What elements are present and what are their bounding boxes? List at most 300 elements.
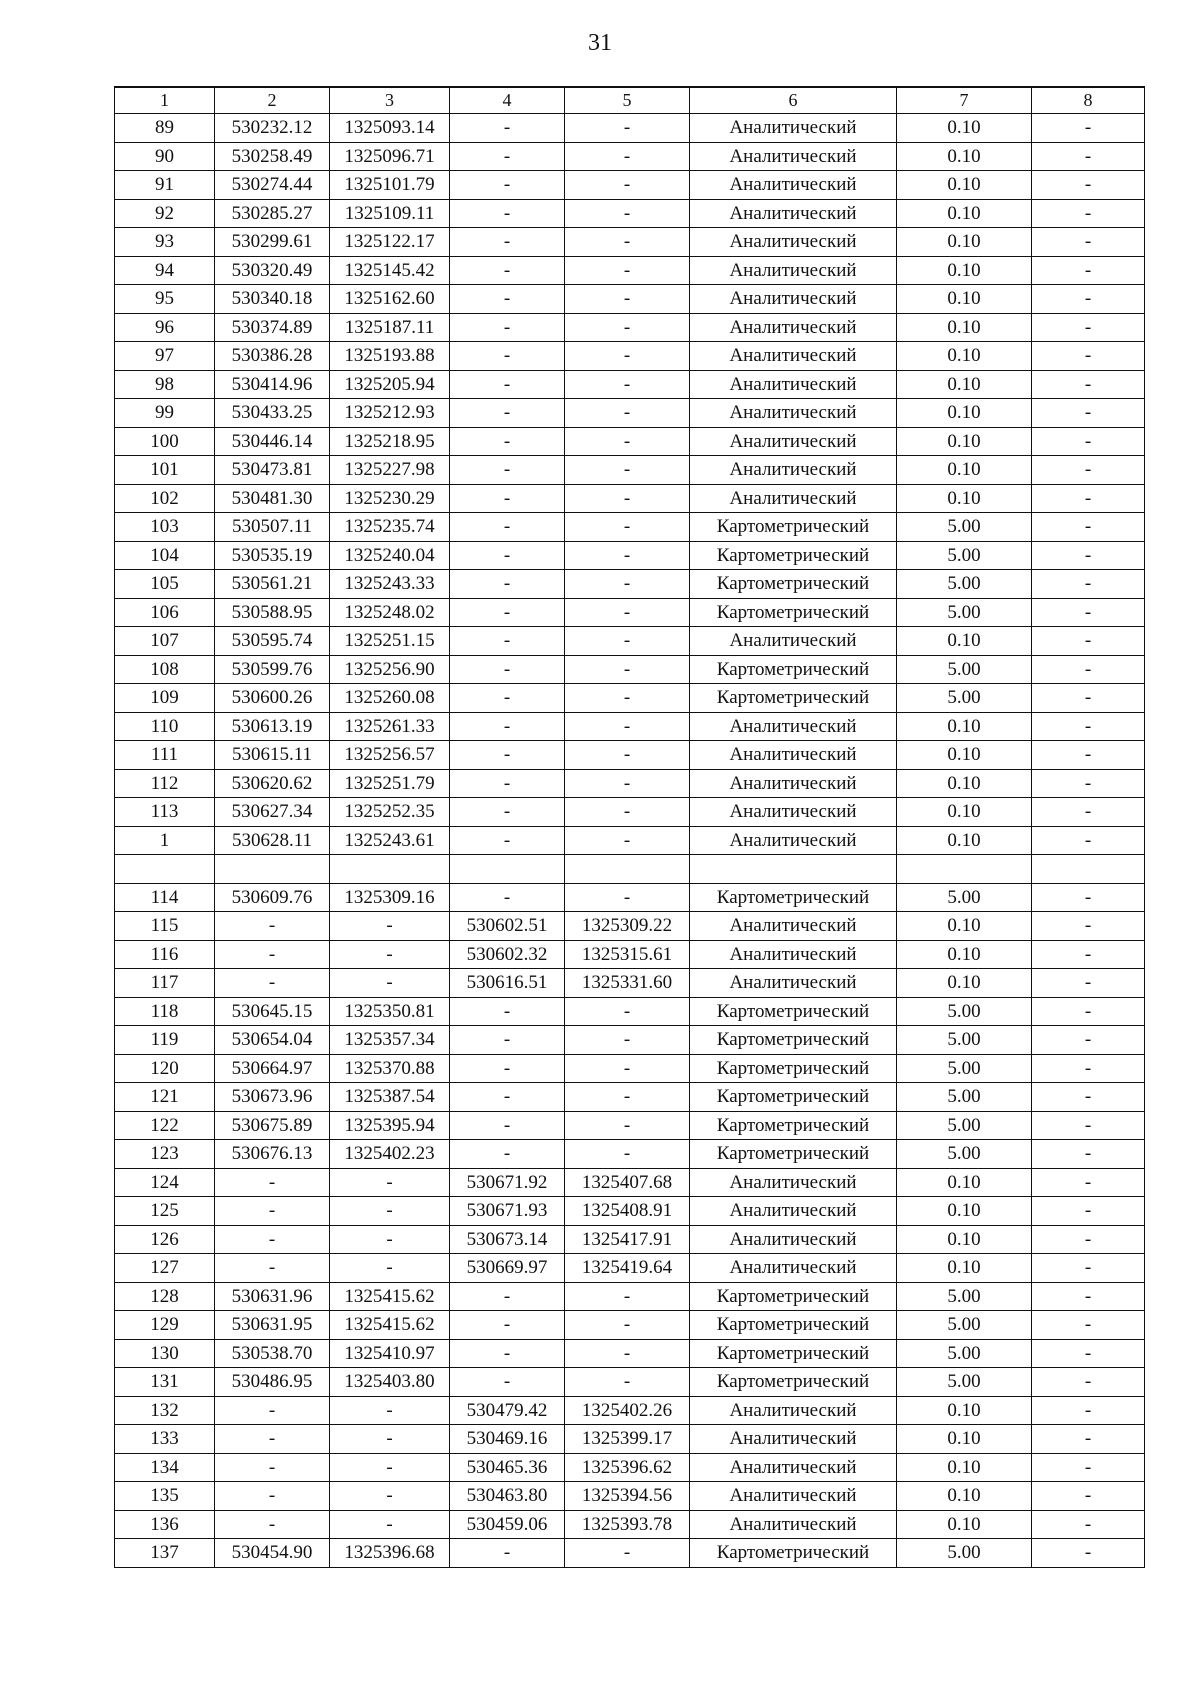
x-coordinate-alt-cell: - — [450, 1026, 565, 1055]
table-header-row — [115, 87, 1145, 114]
description-cell: - — [1032, 142, 1145, 171]
accuracy-cell: 5.00 — [897, 1282, 1032, 1311]
y-coordinate-alt-cell: 1325417.91 — [565, 1225, 690, 1254]
accuracy-cell: 0.10 — [897, 741, 1032, 770]
method-cell — [690, 855, 897, 884]
method-cell: Аналитический — [690, 1396, 897, 1425]
point-number-cell: 114 — [115, 883, 215, 912]
description-cell: - — [1032, 1254, 1145, 1283]
point-number-cell: 112 — [115, 769, 215, 798]
accuracy-cell: 5.00 — [897, 1539, 1032, 1568]
x-coordinate-alt-cell: - — [450, 627, 565, 656]
method-cell: Аналитический — [690, 1225, 897, 1254]
x-coordinate-alt-cell: - — [450, 313, 565, 342]
point-number-cell: 109 — [115, 684, 215, 713]
y-coordinate-cell: 1325396.68 — [330, 1539, 450, 1568]
x-coordinate-alt-cell: 530673.14 — [450, 1225, 565, 1254]
header-cell-1: 1 — [115, 87, 215, 114]
method-cell: Картометрический — [690, 1054, 897, 1083]
point-number-cell: 90 — [115, 142, 215, 171]
table-row — [115, 1225, 1145, 1254]
y-coordinate-alt-cell: - — [565, 741, 690, 770]
point-number-cell: 105 — [115, 570, 215, 599]
table-row — [115, 655, 1145, 684]
y-coordinate-cell: 1325402.23 — [330, 1140, 450, 1169]
accuracy-cell: 5.00 — [897, 1311, 1032, 1340]
y-coordinate-alt-cell: - — [565, 883, 690, 912]
point-number-cell: 96 — [115, 313, 215, 342]
x-coordinate-alt-cell: - — [450, 1111, 565, 1140]
x-coordinate-cell: 530620.62 — [215, 769, 330, 798]
description-cell: - — [1032, 1368, 1145, 1397]
accuracy-cell: 0.10 — [897, 142, 1032, 171]
point-number-cell: 129 — [115, 1311, 215, 1340]
method-cell: Аналитический — [690, 313, 897, 342]
method-cell: Аналитический — [690, 285, 897, 314]
x-coordinate-cell: 530446.14 — [215, 427, 330, 456]
accuracy-cell: 0.10 — [897, 627, 1032, 656]
accuracy-cell: 0.10 — [897, 199, 1032, 228]
x-coordinate-alt-cell: - — [450, 484, 565, 513]
x-coordinate-alt-cell: - — [450, 655, 565, 684]
table-row — [115, 598, 1145, 627]
y-coordinate-alt-cell: - — [565, 1311, 690, 1340]
table-row — [115, 969, 1145, 998]
table-row — [115, 1510, 1145, 1539]
accuracy-cell: 0.10 — [897, 912, 1032, 941]
y-coordinate-alt-cell: 1325402.26 — [565, 1396, 690, 1425]
method-cell: Картометрический — [690, 1026, 897, 1055]
method-cell: Картометрический — [690, 1368, 897, 1397]
method-cell: Аналитический — [690, 912, 897, 941]
accuracy-cell: 0.10 — [897, 427, 1032, 456]
accuracy-cell: 0.10 — [897, 1254, 1032, 1283]
y-coordinate-cell: 1325415.62 — [330, 1282, 450, 1311]
y-coordinate-cell: 1325256.90 — [330, 655, 450, 684]
method-cell: Аналитический — [690, 1197, 897, 1226]
point-number-cell: 133 — [115, 1425, 215, 1454]
y-coordinate-cell: 1325403.80 — [330, 1368, 450, 1397]
y-coordinate-alt-cell: - — [565, 199, 690, 228]
x-coordinate-alt-cell: - — [450, 769, 565, 798]
table-row — [115, 940, 1145, 969]
y-coordinate-cell: - — [330, 1254, 450, 1283]
description-cell: - — [1032, 114, 1145, 143]
accuracy-cell: 0.10 — [897, 1453, 1032, 1482]
table-row — [115, 1083, 1145, 1112]
description-cell: - — [1032, 1453, 1145, 1482]
y-coordinate-cell: 1325261.33 — [330, 712, 450, 741]
y-coordinate-alt-cell: 1325393.78 — [565, 1510, 690, 1539]
y-coordinate-alt-cell: - — [565, 997, 690, 1026]
accuracy-cell: 0.10 — [897, 1510, 1032, 1539]
accuracy-cell: 0.10 — [897, 285, 1032, 314]
description-cell: - — [1032, 1225, 1145, 1254]
method-cell: Аналитический — [690, 712, 897, 741]
y-coordinate-cell: - — [330, 1482, 450, 1511]
y-coordinate-alt-cell: 1325399.17 — [565, 1425, 690, 1454]
description-cell: - — [1032, 969, 1145, 998]
description-cell: - — [1032, 712, 1145, 741]
table-row — [115, 997, 1145, 1026]
table-row — [115, 1026, 1145, 1055]
x-coordinate-alt-cell: - — [450, 997, 565, 1026]
description-cell: - — [1032, 1311, 1145, 1340]
table-row — [115, 1368, 1145, 1397]
table-row — [115, 1396, 1145, 1425]
point-number-cell: 120 — [115, 1054, 215, 1083]
accuracy-cell: 5.00 — [897, 883, 1032, 912]
y-coordinate-alt-cell: - — [565, 1140, 690, 1169]
description-cell: - — [1032, 228, 1145, 257]
point-number-cell: 136 — [115, 1510, 215, 1539]
x-coordinate-alt-cell: - — [450, 741, 565, 770]
header-cell-7: 7 — [897, 87, 1032, 114]
x-coordinate-cell: 530631.95 — [215, 1311, 330, 1340]
header-cell-3: 3 — [330, 87, 450, 114]
x-coordinate-cell: 530299.61 — [215, 228, 330, 257]
table-row — [115, 712, 1145, 741]
y-coordinate-cell: 1325309.16 — [330, 883, 450, 912]
table-row — [115, 741, 1145, 770]
point-number-cell: 111 — [115, 741, 215, 770]
table-row — [115, 1453, 1145, 1482]
accuracy-cell: 5.00 — [897, 1083, 1032, 1112]
y-coordinate-alt-cell: - — [565, 684, 690, 713]
x-coordinate-cell: 530486.95 — [215, 1368, 330, 1397]
y-coordinate-cell: 1325387.54 — [330, 1083, 450, 1112]
x-coordinate-cell: - — [215, 912, 330, 941]
method-cell: Аналитический — [690, 969, 897, 998]
method-cell: Аналитический — [690, 798, 897, 827]
x-coordinate-alt-cell: - — [450, 1368, 565, 1397]
table-row — [115, 142, 1145, 171]
y-coordinate-cell: 1325227.98 — [330, 456, 450, 485]
method-cell: Картометрический — [690, 1140, 897, 1169]
point-number-cell: 131 — [115, 1368, 215, 1397]
table-row — [115, 484, 1145, 513]
y-coordinate-cell: 1325395.94 — [330, 1111, 450, 1140]
y-coordinate-alt-cell: - — [565, 1083, 690, 1112]
accuracy-cell: 0.10 — [897, 228, 1032, 257]
description-cell: - — [1032, 1282, 1145, 1311]
y-coordinate-cell: - — [330, 1168, 450, 1197]
y-coordinate-cell: 1325251.15 — [330, 627, 450, 656]
x-coordinate-cell: 530588.95 — [215, 598, 330, 627]
x-coordinate-cell: 530274.44 — [215, 171, 330, 200]
method-cell: Картометрический — [690, 1111, 897, 1140]
x-coordinate-cell: 530613.19 — [215, 712, 330, 741]
table-row — [115, 826, 1145, 855]
method-cell: Аналитический — [690, 1168, 897, 1197]
y-coordinate-cell: 1325235.74 — [330, 513, 450, 542]
table-row — [115, 1482, 1145, 1511]
x-coordinate-alt-cell: 530479.42 — [450, 1396, 565, 1425]
description-cell: - — [1032, 1054, 1145, 1083]
table-row — [115, 513, 1145, 542]
method-cell: Картометрический — [690, 570, 897, 599]
x-coordinate-cell: 530599.76 — [215, 655, 330, 684]
x-coordinate-cell: - — [215, 1168, 330, 1197]
y-coordinate-alt-cell: - — [565, 484, 690, 513]
method-cell: Картометрический — [690, 1311, 897, 1340]
x-coordinate-alt-cell: 530602.32 — [450, 940, 565, 969]
table-row — [115, 1339, 1145, 1368]
description-cell: - — [1032, 256, 1145, 285]
x-coordinate-cell: 530481.30 — [215, 484, 330, 513]
y-coordinate-alt-cell — [565, 855, 690, 884]
x-coordinate-cell: 530609.76 — [215, 883, 330, 912]
y-coordinate-alt-cell: - — [565, 769, 690, 798]
accuracy-cell: 5.00 — [897, 1026, 1032, 1055]
accuracy-cell: 5.00 — [897, 598, 1032, 627]
y-coordinate-cell: 1325243.61 — [330, 826, 450, 855]
description-cell: - — [1032, 456, 1145, 485]
x-coordinate-cell: 530473.81 — [215, 456, 330, 485]
method-cell: Картометрический — [690, 1083, 897, 1112]
x-coordinate-cell: 530285.27 — [215, 199, 330, 228]
accuracy-cell: 0.10 — [897, 1482, 1032, 1511]
method-cell: Картометрический — [690, 541, 897, 570]
point-number-cell: 104 — [115, 541, 215, 570]
accuracy-cell: 5.00 — [897, 1339, 1032, 1368]
table-row — [115, 1254, 1145, 1283]
header-cell-2: 2 — [215, 87, 330, 114]
description-cell — [1032, 855, 1145, 884]
description-cell: - — [1032, 598, 1145, 627]
x-coordinate-cell: - — [215, 1225, 330, 1254]
x-coordinate-cell — [215, 855, 330, 884]
table-row — [115, 912, 1145, 941]
description-cell: - — [1032, 940, 1145, 969]
x-coordinate-alt-cell: - — [450, 256, 565, 285]
x-coordinate-cell: 530507.11 — [215, 513, 330, 542]
y-coordinate-alt-cell: - — [565, 655, 690, 684]
table-row — [115, 1282, 1145, 1311]
table-row — [115, 855, 1145, 884]
accuracy-cell: 0.10 — [897, 342, 1032, 371]
method-cell: Аналитический — [690, 114, 897, 143]
y-coordinate-alt-cell: - — [565, 285, 690, 314]
y-coordinate-alt-cell: 1325394.56 — [565, 1482, 690, 1511]
x-coordinate-cell: 530374.89 — [215, 313, 330, 342]
table-row — [115, 883, 1145, 912]
x-coordinate-alt-cell: - — [450, 570, 565, 599]
method-cell: Картометрический — [690, 1539, 897, 1568]
coordinates-table — [114, 86, 1145, 1568]
description-cell: - — [1032, 427, 1145, 456]
y-coordinate-alt-cell: - — [565, 456, 690, 485]
table-row — [115, 1425, 1145, 1454]
y-coordinate-cell: - — [330, 1396, 450, 1425]
x-coordinate-alt-cell: - — [450, 228, 565, 257]
x-coordinate-alt-cell: 530616.51 — [450, 969, 565, 998]
x-coordinate-cell: 530535.19 — [215, 541, 330, 570]
x-coordinate-cell: - — [215, 1425, 330, 1454]
y-coordinate-cell: 1325093.14 — [330, 114, 450, 143]
header-cell-6: 6 — [690, 87, 897, 114]
x-coordinate-cell: - — [215, 1453, 330, 1482]
x-coordinate-cell: 530615.11 — [215, 741, 330, 770]
y-coordinate-alt-cell: 1325408.91 — [565, 1197, 690, 1226]
y-coordinate-alt-cell: 1325407.68 — [565, 1168, 690, 1197]
point-number-cell: 115 — [115, 912, 215, 941]
x-coordinate-alt-cell: - — [450, 684, 565, 713]
description-cell: - — [1032, 1539, 1145, 1568]
description-cell: - — [1032, 627, 1145, 656]
y-coordinate-cell: 1325122.17 — [330, 228, 450, 257]
method-cell: Аналитический — [690, 427, 897, 456]
method-cell: Аналитический — [690, 1254, 897, 1283]
y-coordinate-alt-cell: 1325419.64 — [565, 1254, 690, 1283]
x-coordinate-cell: - — [215, 1482, 330, 1511]
description-cell: - — [1032, 1168, 1145, 1197]
table-row — [115, 1140, 1145, 1169]
y-coordinate-alt-cell: - — [565, 826, 690, 855]
method-cell: Картометрический — [690, 684, 897, 713]
x-coordinate-alt-cell: - — [450, 456, 565, 485]
y-coordinate-alt-cell: - — [565, 712, 690, 741]
x-coordinate-cell: 530628.11 — [215, 826, 330, 855]
y-coordinate-cell: 1325109.11 — [330, 199, 450, 228]
description-cell: - — [1032, 826, 1145, 855]
y-coordinate-cell: 1325357.34 — [330, 1026, 450, 1055]
point-number-cell: 117 — [115, 969, 215, 998]
y-coordinate-alt-cell: - — [565, 1282, 690, 1311]
y-coordinate-cell: 1325350.81 — [330, 997, 450, 1026]
method-cell: Аналитический — [690, 1510, 897, 1539]
y-coordinate-cell: - — [330, 969, 450, 998]
accuracy-cell: 0.10 — [897, 1197, 1032, 1226]
point-number-cell: 132 — [115, 1396, 215, 1425]
method-cell: Аналитический — [690, 769, 897, 798]
point-number-cell: 101 — [115, 456, 215, 485]
y-coordinate-alt-cell: - — [565, 1539, 690, 1568]
point-number-cell: 135 — [115, 1482, 215, 1511]
table-row — [115, 1197, 1145, 1226]
y-coordinate-cell: - — [330, 1225, 450, 1254]
y-coordinate-alt-cell: - — [565, 114, 690, 143]
x-coordinate-alt-cell: - — [450, 427, 565, 456]
y-coordinate-cell: 1325252.35 — [330, 798, 450, 827]
y-coordinate-alt-cell: - — [565, 370, 690, 399]
point-number-cell: 126 — [115, 1225, 215, 1254]
x-coordinate-cell: 530645.15 — [215, 997, 330, 1026]
description-cell: - — [1032, 313, 1145, 342]
point-number-cell: 100 — [115, 427, 215, 456]
point-number-cell: 89 — [115, 114, 215, 143]
table-row — [115, 1539, 1145, 1568]
x-coordinate-cell: 530340.18 — [215, 285, 330, 314]
x-coordinate-cell: 530232.12 — [215, 114, 330, 143]
x-coordinate-alt-cell: - — [450, 1140, 565, 1169]
y-coordinate-alt-cell: 1325396.62 — [565, 1453, 690, 1482]
description-cell: - — [1032, 1197, 1145, 1226]
y-coordinate-cell: 1325101.79 — [330, 171, 450, 200]
accuracy-cell: 0.10 — [897, 399, 1032, 428]
accuracy-cell: 0.10 — [897, 1425, 1032, 1454]
description-cell: - — [1032, 484, 1145, 513]
y-coordinate-cell: 1325248.02 — [330, 598, 450, 627]
point-number-cell: 91 — [115, 171, 215, 200]
table-row — [115, 399, 1145, 428]
point-number-cell: 1 — [115, 826, 215, 855]
y-coordinate-cell: 1325218.95 — [330, 427, 450, 456]
x-coordinate-cell: 530654.04 — [215, 1026, 330, 1055]
description-cell: - — [1032, 997, 1145, 1026]
x-coordinate-cell: 530673.96 — [215, 1083, 330, 1112]
method-cell: Аналитический — [690, 199, 897, 228]
point-number-cell: 97 — [115, 342, 215, 371]
description-cell: - — [1032, 741, 1145, 770]
x-coordinate-cell: 530433.25 — [215, 399, 330, 428]
description-cell: - — [1032, 370, 1145, 399]
accuracy-cell: 0.10 — [897, 1168, 1032, 1197]
description-cell: - — [1032, 1510, 1145, 1539]
header-cell-4: 4 — [450, 87, 565, 114]
y-coordinate-cell: - — [330, 912, 450, 941]
description-cell: - — [1032, 171, 1145, 200]
accuracy-cell: 5.00 — [897, 541, 1032, 570]
description-cell: - — [1032, 798, 1145, 827]
x-coordinate-cell: 530676.13 — [215, 1140, 330, 1169]
method-cell: Картометрический — [690, 883, 897, 912]
description-cell: - — [1032, 1425, 1145, 1454]
accuracy-cell: 0.10 — [897, 313, 1032, 342]
point-number-cell: 128 — [115, 1282, 215, 1311]
x-coordinate-alt-cell: - — [450, 370, 565, 399]
accuracy-cell: 5.00 — [897, 997, 1032, 1026]
y-coordinate-alt-cell: - — [565, 228, 690, 257]
table-row — [115, 114, 1145, 143]
y-coordinate-alt-cell: - — [565, 256, 690, 285]
x-coordinate-cell: 530414.96 — [215, 370, 330, 399]
description-cell: - — [1032, 912, 1145, 941]
y-coordinate-cell: 1325212.93 — [330, 399, 450, 428]
method-cell: Аналитический — [690, 399, 897, 428]
method-cell: Аналитический — [690, 940, 897, 969]
x-coordinate-cell: - — [215, 1254, 330, 1283]
accuracy-cell — [897, 855, 1032, 884]
y-coordinate-alt-cell: - — [565, 427, 690, 456]
x-coordinate-alt-cell: - — [450, 399, 565, 428]
point-number-cell: 103 — [115, 513, 215, 542]
y-coordinate-cell: - — [330, 1510, 450, 1539]
table-row — [115, 171, 1145, 200]
x-coordinate-alt-cell: - — [450, 883, 565, 912]
point-number-cell: 94 — [115, 256, 215, 285]
point-number-cell: 110 — [115, 712, 215, 741]
x-coordinate-cell: - — [215, 1510, 330, 1539]
accuracy-cell: 0.10 — [897, 826, 1032, 855]
x-coordinate-cell: 530664.97 — [215, 1054, 330, 1083]
table-row — [115, 256, 1145, 285]
y-coordinate-cell: 1325370.88 — [330, 1054, 450, 1083]
table-row — [115, 456, 1145, 485]
y-coordinate-alt-cell: - — [565, 1368, 690, 1397]
x-coordinate-alt-cell — [450, 855, 565, 884]
x-coordinate-alt-cell: - — [450, 1282, 565, 1311]
point-number-cell: 106 — [115, 598, 215, 627]
accuracy-cell: 0.10 — [897, 798, 1032, 827]
y-coordinate-cell: 1325256.57 — [330, 741, 450, 770]
point-number-cell: 108 — [115, 655, 215, 684]
table-row — [115, 1311, 1145, 1340]
description-cell: - — [1032, 769, 1145, 798]
method-cell: Аналитический — [690, 1425, 897, 1454]
table-row — [115, 1054, 1145, 1083]
accuracy-cell: 5.00 — [897, 1054, 1032, 1083]
